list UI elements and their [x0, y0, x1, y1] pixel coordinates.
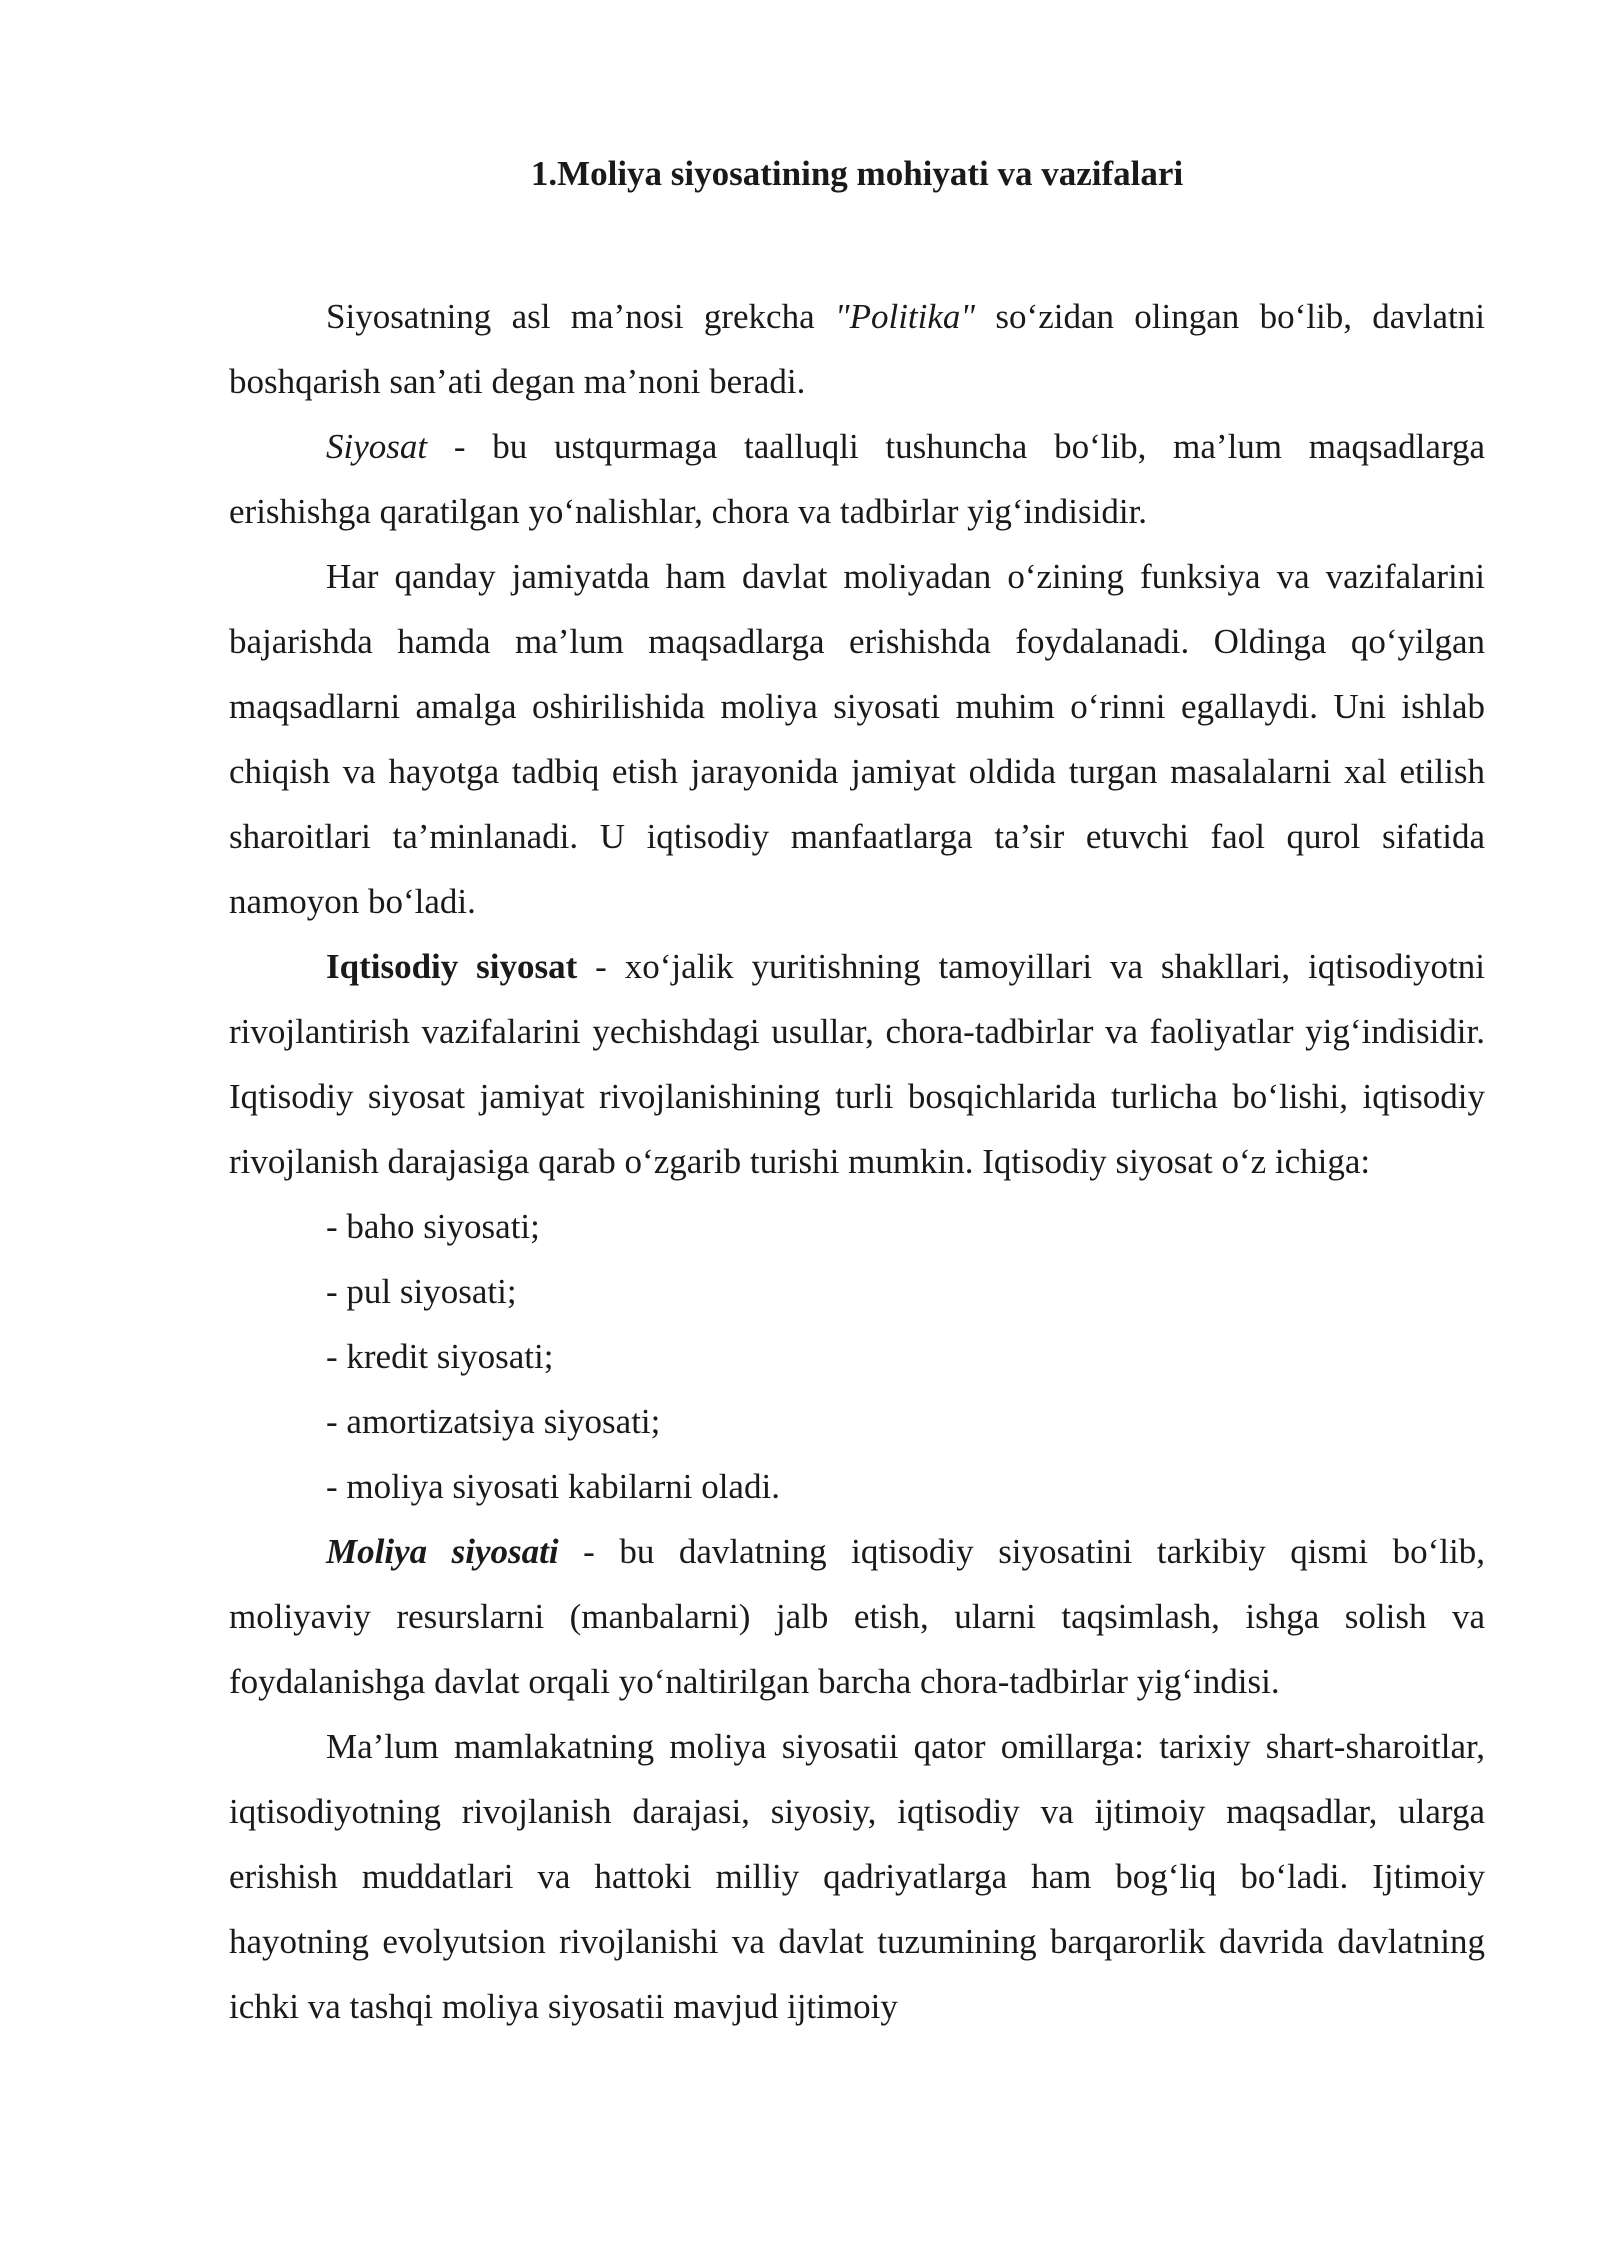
siyosat-term: Siyosat: [326, 427, 428, 466]
paragraph-text: so‘zidan olingan bo‘lib, davlatni boshqarish san’ati degan ma’noni beradi.: [229, 297, 1485, 401]
paragraph-text: - xo‘jalik yuritishning tamoyillari va shakllari, iqtisodiyotni rivojlantirish vazifalarini yechishdagi usullar, chora-tadbirlar va faoliyatlar yig‘indisidir. Iqtisodiy siyosat jamiyat rivojlanishining turli bosqichlarida turlicha bo‘lishi, iqtisodiy rivojlanish darajasiga qarab o‘zgarib turishi mumkin. Iqtisodiy siyosat o‘z ichiga:: [229, 947, 1485, 1181]
list-item: - pul siyosati;: [326, 1272, 517, 1311]
paragraph-jamiyat: Har qanday jamiyatda ham davlat moliyadan o‘zining funksiya va vazifalarini bajarishda hamda ma’lum maqsadlarga erishishda foydalanadi. Oldinga qo‘yilgan maqsadlarni amalga oshirilishida moliya siyosati muhim o‘rinni egallaydi. Uni ishlab chiqish va hayotga tadbiq etish jarayonida jamiyat oldida turgan masalalarni xal etilish sharoitlari ta’minlanadi. U iqtisodiy manfaatlarga ta’sir etuvchi faol qurol sifatida namoyon bo‘ladi.: [229, 557, 1485, 921]
politika-term: "Politika": [834, 297, 976, 336]
paragraph-mamlakat: Ma’lum mamlakatning moliya siyosatii qator omillarga: tarixiy shart-sharoitlar, iqtisodiyotning rivojlanish darajasi, siyosiy, iqtisodiy va ijtimoiy maqsadlar, ularga erishish muddatlari va hattoki milliy qadriyatlarga ham bog‘liq bo‘ladi. Ijtimoiy hayotning evolyutsion rivojlanishi va davlat tuzumining barqarorlik davrida davlatning ichki va tashqi moliya siyosatii mavjud ijtimoiy: [229, 1727, 1485, 2026]
list-item: - kredit siyosati;: [326, 1337, 554, 1376]
list-item: - moliya siyosati kabilarni oladi.: [326, 1467, 780, 1506]
paragraph-moliya-siyosati: [229, 1519, 1485, 1714]
policy-list: [229, 1194, 1485, 1519]
moliya-siyosati-term: Moliya siyosati: [326, 1532, 559, 1571]
paragraph-text: - bu ustqurmaga taalluqli tushuncha bo‘lib, ma’lum maqsadlarga erishishga qaratilgan yo‘nalishlar, chora va tadbirlar yig‘indisidir.: [229, 427, 1485, 531]
paragraph-text: Siyosatning asl ma’nosi grekcha: [326, 297, 835, 336]
paragraph-iqtisodiy-siyosat: [229, 934, 1485, 1194]
paragraph-text: - bu davlatning iqtisodiy siyosatini tarkibiy qismi bo‘lib, moliyaviy resurslarni (manbalarni) jalb etish, ularni taqsimlash, ishga solish va foydalanishga davlat orqali yo‘naltirilgan barcha chora-tadbirlar yig‘indisi.: [229, 1532, 1485, 1701]
paragraph-siyosat-definition: [229, 414, 1485, 544]
document-body: [229, 146, 1485, 2039]
iqtisodiy-siyosat-term: Iqtisodiy siyosat: [326, 947, 578, 986]
paragraph-politika: [229, 284, 1485, 414]
list-item: - baho siyosati;: [326, 1207, 540, 1246]
section-title: 1.Moliya siyosatining mohiyati va vazifalari: [530, 154, 1184, 193]
list-item: - amortizatsiya siyosati;: [326, 1402, 661, 1441]
